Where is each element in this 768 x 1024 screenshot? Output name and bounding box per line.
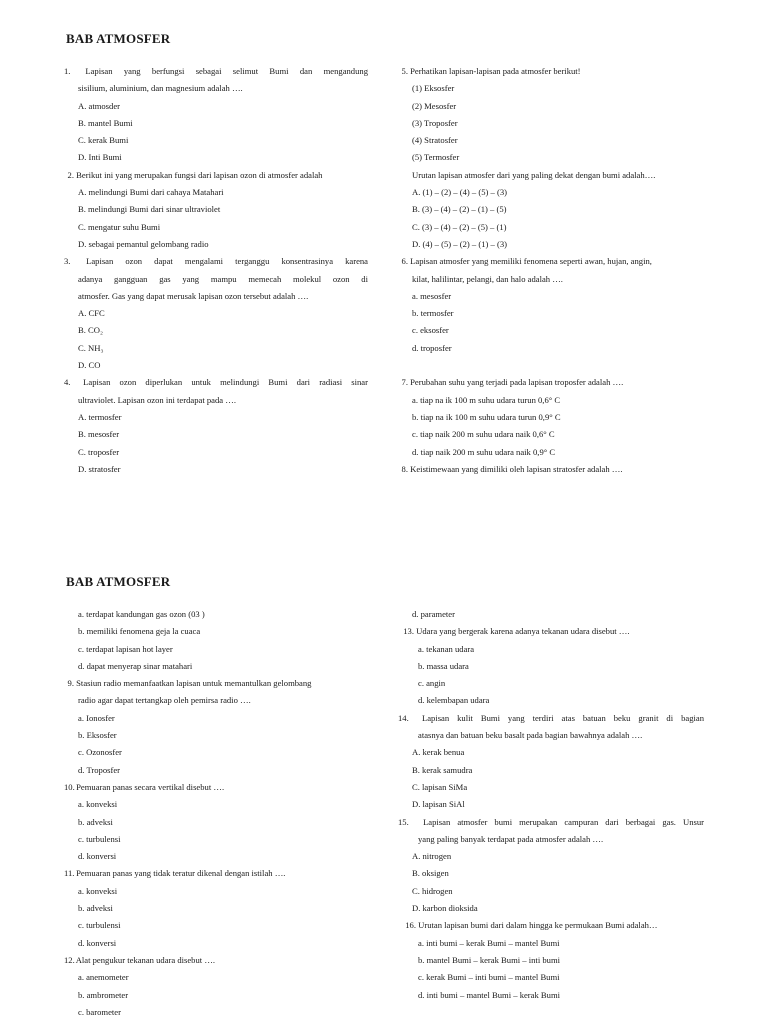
list-item: (5) Termosfer xyxy=(412,152,460,163)
answer-option: C. troposfer xyxy=(78,446,120,457)
answer-option: c. kerak Bumi – inti bumi – mantel Bumi xyxy=(418,972,560,983)
question-text: Lapisan atmosfer yang memiliki fenomena seperti awan, hujan, angin, xyxy=(410,256,652,267)
answer-option: b. tiap na ik 100 m suhu udara turun 0,9° C xyxy=(412,411,561,422)
answer-option: c. terdapat lapisan hot layer xyxy=(78,643,173,654)
answer-option: A. kerak benua xyxy=(412,747,465,758)
right-column-page1 xyxy=(398,63,702,478)
answer-option: a. anemometer xyxy=(78,972,129,983)
answer-option: c. angin xyxy=(418,678,446,689)
question-text-cont: sisilium, aluminium, dan magnesium adalah …. xyxy=(78,83,243,94)
answer-option: B. melindungi Bumi dari sinar ultraviolet xyxy=(78,204,221,215)
question-number: 16. xyxy=(405,920,416,931)
question-text: Lapisan kulit Bumi yang terdiri atas batuan beku granit di bagian xyxy=(421,712,704,723)
list-item: (3) Troposfer xyxy=(412,117,458,128)
right-column-page2 xyxy=(398,606,704,1004)
question-10 xyxy=(64,779,368,796)
question-text: Lapisan atmosfer bumi merupakan campuran dari berbagai gas. Unsur xyxy=(423,816,705,827)
answer-option: d. tiap naik 200 m suhu udara naik 0,9° C xyxy=(412,446,556,457)
answer-option: D. stratosfer xyxy=(78,463,121,474)
answer-option: b. massa udara xyxy=(418,660,469,671)
answer-option: d. inti bumi – mantel Bumi – kerak Bumi xyxy=(418,989,561,1000)
question-number: 1. xyxy=(64,66,71,76)
question-text: Urutan lapisan bumi dari dalam hingga ke permukaan Bumi adalah… xyxy=(418,920,658,931)
answer-option: b. adveksi xyxy=(78,816,113,827)
answer-option: d. troposfer xyxy=(412,342,452,353)
answer-option: d. konversi xyxy=(78,937,117,948)
answer-option: B. kerak samudra xyxy=(412,764,473,775)
question-12 xyxy=(64,952,368,969)
question-number: 6. xyxy=(401,256,408,267)
question-3 xyxy=(64,253,368,270)
left-column-page2 xyxy=(64,606,368,1021)
question-text: Keistimewaan yang dimiliki oleh lapisan stratosfer adalah …. xyxy=(410,463,623,474)
answer-option: D. (4) – (5) – (2) – (1) – (3) xyxy=(412,238,507,249)
question-6 xyxy=(398,253,702,270)
answer-option: A. nitrogen xyxy=(412,851,452,862)
answer-option: C. lapisan SiMa xyxy=(412,781,468,792)
question-text: Pemuaran panas secara vertikal disebut …. xyxy=(76,781,225,792)
question-text-cont: atasnya dan batuan beku basalt pada bagian bawahnya adalah …. xyxy=(418,730,643,741)
question-1 xyxy=(64,63,368,80)
question-text: Alat pengukur tekanan udara disebut …. xyxy=(75,954,216,965)
left-column-page1 xyxy=(64,63,368,478)
question-4 xyxy=(64,374,368,391)
question-5 xyxy=(398,63,702,80)
question-text: Pemuaran panas yang tidak teratur dikenal dengan istilah …. xyxy=(76,868,286,879)
question-7 xyxy=(398,374,702,391)
question-text: Lapisan ozon dapat mengalami terganggu konsentrasinya karena xyxy=(86,256,368,267)
question-number: 7. xyxy=(401,377,408,388)
question-number: 5. xyxy=(401,66,408,76)
answer-option: C. mengatur suhu Bumi xyxy=(78,221,161,232)
answer-option: C. NH₃ xyxy=(78,342,104,353)
answer-option: a. tekanan udara xyxy=(418,643,475,654)
answer-option: d. parameter xyxy=(412,609,455,619)
answer-option: D. CO xyxy=(78,360,101,371)
answer-option: A. CFC xyxy=(78,308,105,319)
list-item: (4) Stratosfer xyxy=(412,135,458,146)
question-text: Lapisan ozon diperlukan untuk melindungi Bumi dari radiasi sinar xyxy=(83,377,368,388)
answer-option: c. barometer xyxy=(78,1006,121,1017)
question-number: 13. xyxy=(403,626,414,637)
answer-option: b. memiliki fenomena geja la cuaca xyxy=(78,626,201,637)
answer-option: b. mantel Bumi – kerak Bumi – inti bumi xyxy=(418,954,561,965)
question-text: Lapisan yang berfungsi sebagai selimut Bumi dan mengandung xyxy=(85,66,368,76)
question-number: 9. xyxy=(67,678,74,689)
question-number: 8. xyxy=(401,463,408,474)
question-15 xyxy=(398,814,704,831)
question-16 xyxy=(398,917,704,934)
answer-option: b. Eksosfer xyxy=(78,730,117,741)
answer-option: d. Troposfer xyxy=(78,764,121,775)
answer-option: c. eksosfer xyxy=(412,325,449,336)
question-text-cont: radio agar dapat tertangkap oleh pemirsa radio …. xyxy=(78,695,251,706)
question-text-cont: ultraviolet. Lapisan ozon ini terdapat pada …. xyxy=(78,394,236,405)
answer-option: C. (3) – (4) – (2) – (5) – (1) xyxy=(412,221,507,232)
answer-option: A. termosfer xyxy=(78,411,122,422)
question-text: Perhatikan lapisan-lapisan pada atmosfer berikut! xyxy=(410,66,581,76)
question-number: 11. xyxy=(64,868,75,879)
question-text: Udara yang bergerak karena adanya tekanan udara disebut …. xyxy=(416,626,630,637)
answer-option: a. tiap na ik 100 m suhu udara turun 0,6° C xyxy=(412,394,561,405)
answer-option: d. dapat menyerap sinar matahari xyxy=(78,660,193,671)
question-number: 3. xyxy=(64,256,71,267)
answer-option: C. kerak Bumi xyxy=(78,135,129,146)
answer-option: a. terdapat kandungan gas ozon (03 ) xyxy=(78,609,205,619)
answer-option: D. Inti Bumi xyxy=(78,152,122,163)
question-text-cont: kilat, halilintar, pelangi, dan halo adalah …. xyxy=(412,273,563,284)
question-text-cont: Urutan lapisan atmosfer dari yang paling dekat dengan bumi adalah…. xyxy=(412,169,656,180)
question-number: 15. xyxy=(398,816,409,827)
answer-option: c. Ozonosfer xyxy=(78,747,122,758)
page-title: BAB ATMOSFER xyxy=(66,31,171,46)
question-text-cont: yang paling banyak terdapat pada atmosfer adalah …. xyxy=(418,833,604,844)
question-13 xyxy=(398,623,704,640)
answer-option: B. CO₂ xyxy=(78,325,103,336)
answer-option: a. konveksi xyxy=(78,885,118,896)
answer-option: A. atmosder xyxy=(78,100,121,111)
question-text: Berikut ini yang merupakan fungsi dari lapisan ozon di atmosfer adalah xyxy=(76,169,323,180)
answer-option: a. inti bumi – kerak Bumi – mantel Bumi xyxy=(418,937,560,948)
answer-option: A. (1) – (2) – (4) – (5) – (3) xyxy=(412,187,507,198)
question-number: 4. xyxy=(64,377,71,388)
answer-option: D. karbon dioksida xyxy=(412,903,478,914)
answer-option: d. kelembapan udara xyxy=(418,695,490,706)
answer-option: c. tiap naik 200 m suhu udara naik 0,6° C xyxy=(412,429,555,440)
answer-option: D. sebagai pemantul gelombang radio xyxy=(78,238,209,249)
question-text-cont: adanya gangguan gas yang mampu memecah molekul ozon di xyxy=(78,273,368,284)
answer-option: a. mesosfer xyxy=(412,290,452,301)
question-11 xyxy=(64,865,368,882)
question-2 xyxy=(64,167,368,184)
answer-option: b. adveksi xyxy=(78,903,113,914)
answer-option: B. mantel Bumi xyxy=(78,117,133,128)
answer-option: B. oksigen xyxy=(412,868,449,879)
list-item: (1) Eksosfer xyxy=(412,83,455,94)
question-text: Stasiun radio memanfaatkan lapisan untuk memantulkan gelombang xyxy=(76,678,312,689)
answer-option: c. turbulensi xyxy=(78,920,121,931)
answer-option: B. (3) – (4) – (2) – (1) – (5) xyxy=(412,204,507,215)
answer-option: a. konveksi xyxy=(78,799,118,810)
question-number: 2. xyxy=(67,169,74,180)
answer-option: b. termosfer xyxy=(412,308,454,319)
list-item: (2) Mesosfer xyxy=(412,100,457,111)
question-text: Perubahan suhu yang terjadi pada lapisan troposfer adalah …. xyxy=(410,377,624,388)
question-number: 12. xyxy=(64,954,75,965)
page-title: BAB ATMOSFER xyxy=(66,574,171,589)
question-number: 14. xyxy=(398,712,409,723)
question-text-cont: atmosfer. Gas yang dapat merusak lapisan ozon tersebut adalah …. xyxy=(78,290,309,301)
answer-option: C. hidrogen xyxy=(412,885,453,896)
answer-option: d. konversi xyxy=(78,851,117,862)
question-14 xyxy=(398,710,704,727)
answer-option: A. melindungi Bumi dari cahaya Matahari xyxy=(78,187,224,198)
answer-option: B. mesosfer xyxy=(78,429,120,440)
answer-option: a. Ionosfer xyxy=(78,712,115,723)
question-8 xyxy=(398,461,702,478)
answer-option: b. ambrometer xyxy=(78,989,129,1000)
question-number: 10. xyxy=(64,781,75,792)
question-9 xyxy=(64,675,368,692)
answer-option: D. lapisan SiAl xyxy=(412,799,465,810)
answer-option: c. turbulensi xyxy=(78,833,121,844)
